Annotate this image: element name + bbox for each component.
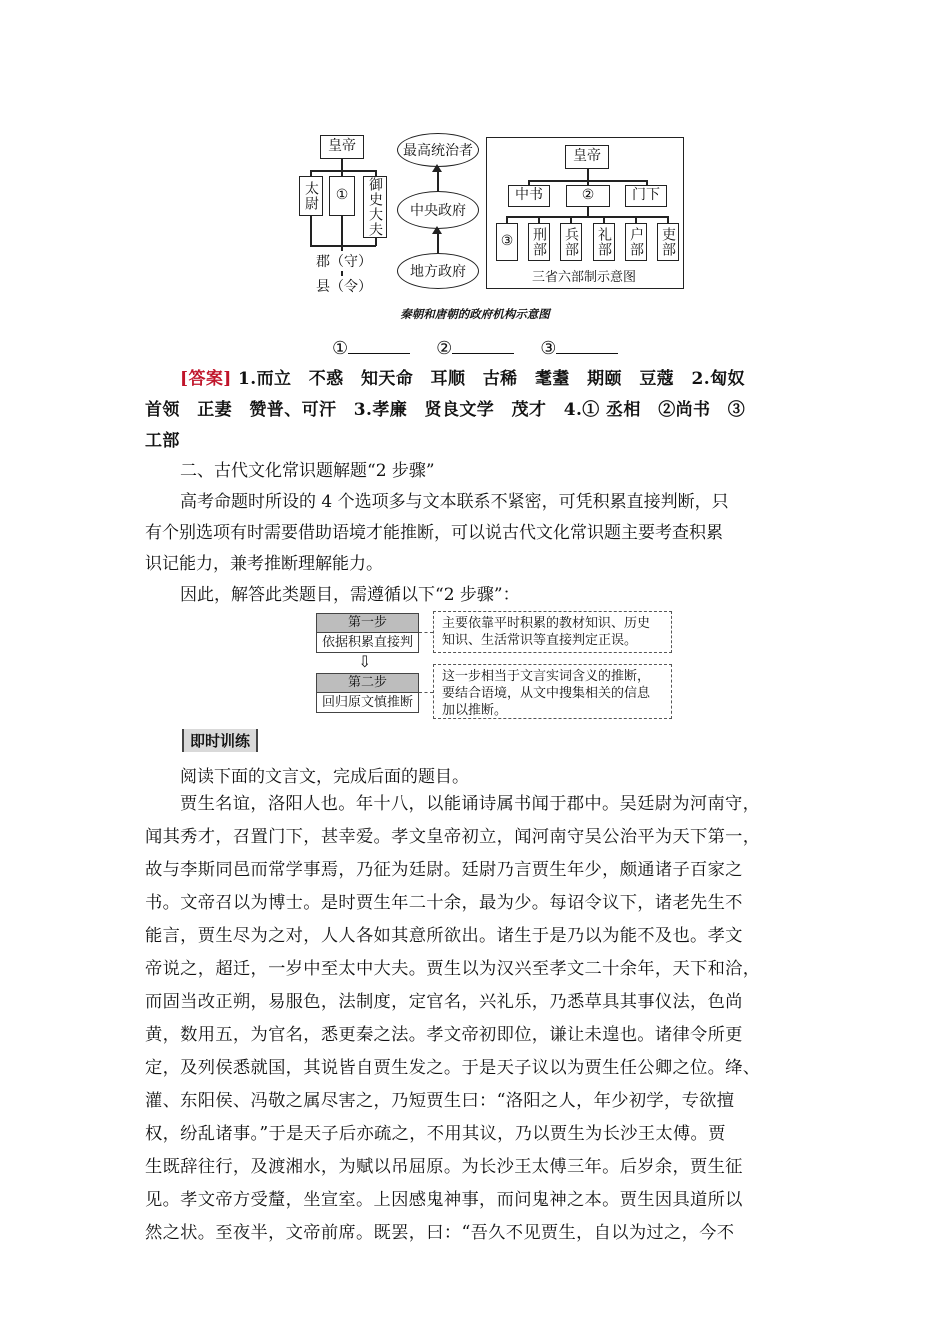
qin-yushi-box: 御史大夫 — [363, 176, 387, 238]
tang-zhongshu-box: 中书 — [508, 185, 550, 207]
text-line: 书。文帝召以为博士。是时贾生年二十余，最为少。每诏令议下，诸老先生不 — [145, 893, 743, 913]
diagram-caption: 秦朝和唐朝的政府机构示意图 — [400, 307, 550, 321]
section-paragraph-2: 因此，解答此类题目，需遵循以下“2 步骤”： — [180, 585, 520, 605]
blank-2-label: ② — [436, 338, 453, 359]
text-line: 定，及列侯悉就国，其说皆自贾生发之。于是天子议以为贾生任公卿之位。绛、 — [145, 1058, 761, 1078]
qin-emperor-box: 皇帝 — [320, 135, 364, 159]
level-central-ellipse: 中央政府 — [397, 191, 479, 229]
text-line: 故与李斯同邑而常学事焉，乃征为廷尉。廷尉乃言贾生年少，颇通诸子百家之 — [145, 860, 743, 880]
level-local-ellipse: 地方政府 — [397, 253, 479, 289]
text-line: 黄，数用五，为官名，悉更秦之法。孝文帝初即位，谦让未遑也。诸律令所更 — [145, 1025, 743, 1045]
text-line: 见。孝文帝方受釐，坐宣室。上因感鬼神事，而问鬼神之本。贾生因具道所以 — [145, 1190, 743, 1210]
answer-blanks — [332, 335, 618, 359]
tang-diagram-label: 三省六部制示意图 — [532, 270, 637, 285]
text-line: 闻其秀才，召置门下，甚幸爱。孝文皇帝初立，闻河南守吴公治平为天下第一， — [145, 827, 761, 847]
text-line: 权，纷乱诸事。”于是天子后亦疏之，不用其议，乃以贾生为长沙王太傅。贾 — [145, 1124, 726, 1144]
qin-jun-label: 郡（守） — [316, 251, 372, 271]
tang-blank-3-box: ③ — [496, 223, 518, 261]
blank-1-label: ① — [332, 338, 349, 359]
practice-intro: 阅读下面的文言文，完成后面的题目。 — [180, 767, 469, 787]
tang-blank-2-box: ② — [566, 185, 610, 207]
blank-1-line[interactable] — [348, 335, 410, 354]
tang-menxia-box: 门下 — [625, 185, 667, 207]
step-1-description: 主要依靠平时积累的教材知识、历史 知识、生活常识等直接判定正误。 — [433, 611, 672, 653]
blank-3-label: ③ — [540, 338, 557, 359]
section-title: 二、古代文化常识题解题“2 步骤” — [180, 461, 435, 481]
practice-tag: 即时训练 — [182, 729, 258, 752]
answer-line-1: 1.而立 不惑 知天命 耳顺 古稀 耄耋 期颐 豆蔻 2.匈奴 — [238, 369, 745, 389]
step-2-head: 第二步 — [317, 674, 418, 693]
step-1-body: 依据积累直接判 — [321, 635, 413, 650]
answer-tag: [答案] — [180, 369, 232, 389]
answer-line-2: 首领 正妻 赞普、可汗 3.孝廉 贤良文学 茂才 4.① 丞相 ②尚书 ③ — [145, 400, 746, 420]
blank-3-line[interactable] — [556, 335, 618, 354]
text-line: 能言，贾生尽为之对，人人各如其意所欲出。诸生于是乃以为能不及也。孝文 — [145, 926, 743, 946]
answer-line-3: 工部 — [145, 431, 180, 451]
step-2-body: 回归原文慎推断 — [321, 695, 413, 710]
section-paragraph-1: 高考命题时所设的 4 个选项多与文本联系不紧密，可凭积累直接判断，只 有个别选项有时需要借助语境才能推断，可以说古代文化常识题主要考查积累 识记能力，兼考推断理解能力。 — [145, 492, 729, 574]
text-line: 灌、东阳侯、冯敬之属尽害之，乃短贾生曰：“洛阳之人，年少初学，专欲擅 — [145, 1091, 735, 1111]
text-line: 贾生名谊，洛阳人也。年十八，以能诵诗属书闻于郡中。吴廷尉为河南守， — [180, 794, 761, 814]
tang-libu-personnel-box: 吏部 — [657, 223, 679, 261]
qin-taiwei-box: 太尉 — [299, 176, 323, 216]
tang-hubu-box: 户部 — [625, 223, 647, 261]
step-2-box — [316, 673, 419, 713]
arrow-up-icon — [432, 164, 442, 172]
text-line: 生既辞往行，及渡湘水，为赋以吊屈原。为长沙王太傅三年。后岁余，贾生征 — [145, 1157, 743, 1177]
answer-paragraph — [145, 364, 815, 457]
classical-text — [145, 788, 817, 1250]
step-2-description: 这一步相当于文言实词含义的推断， 要结合语境，从文中搜集相关的信息 加以推断。 — [433, 664, 672, 719]
tang-bingbu-box: 兵部 — [560, 223, 582, 261]
level-top-ellipse: 最高统治者 — [397, 133, 479, 167]
text-line: 而固当改正朔，易服色，法制度，定官名，兴礼乐，乃悉草具其事仪法，色尚 — [145, 992, 743, 1012]
down-arrow-icon: ⇩ — [358, 652, 372, 671]
qin-xian-label: 县（令） — [316, 276, 372, 296]
qin-blank-1-box: ① — [329, 176, 355, 216]
tang-emperor-box: 皇帝 — [565, 145, 609, 169]
text-line: 然之状。至夜半，文帝前席。既罢，曰：“吾久不见贾生，自以为过之，今不 — [145, 1223, 735, 1243]
step-1-head: 第一步 — [317, 614, 418, 633]
arrow-up-icon — [432, 226, 442, 234]
tang-libu-ritual-box: 礼部 — [593, 223, 615, 261]
step-1-box — [316, 613, 419, 653]
text-line: 帝说之，超迁，一岁中至太中大夫。贾生以为汉兴至孝文二十余年，天下和洽， — [145, 959, 761, 979]
tang-xingbu-box: 刑部 — [528, 223, 550, 261]
blank-2-line[interactable] — [452, 335, 514, 354]
